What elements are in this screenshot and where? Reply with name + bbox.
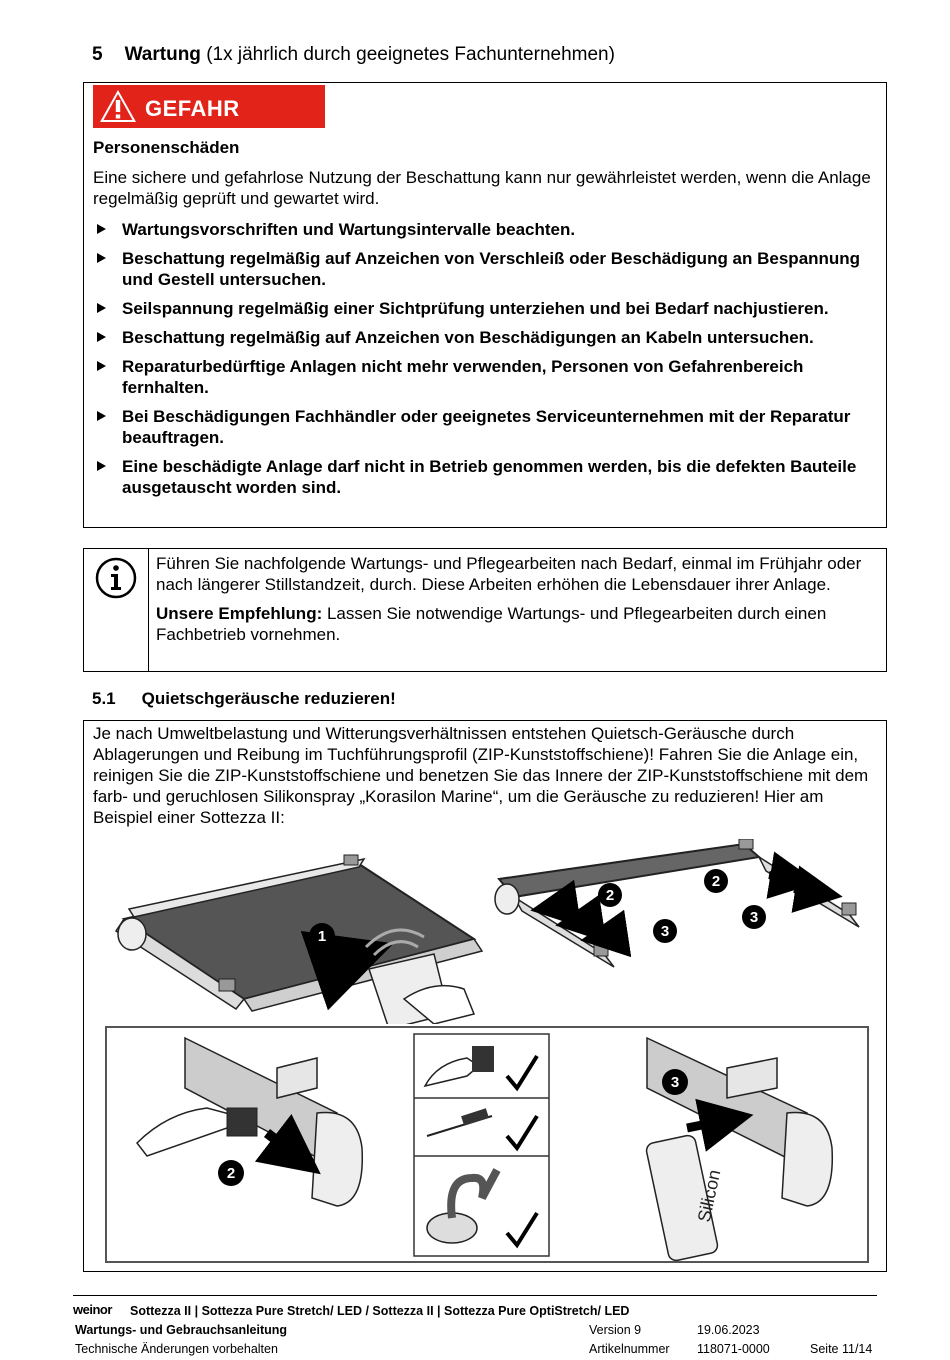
step-number-label: 2 (711, 873, 721, 890)
list-item: Beschattung regelmäßig auf Anzeichen von Beschädigungen an Kabeln untersuchen. (93, 327, 878, 348)
danger-list (93, 219, 878, 506)
tools-grid-drawing (414, 1034, 549, 1256)
danger-label (93, 85, 325, 128)
section-number: 5 (92, 44, 103, 65)
step-number-label: 3 (660, 923, 670, 940)
step-number-label: 2 (605, 887, 615, 904)
section-heading (92, 44, 615, 66)
danger-box (83, 82, 887, 528)
bullet-arrow-icon (97, 303, 106, 313)
list-item: Reparaturbedürftige Anlagen nicht mehr verwenden, Personen von Gefahrenbereich fernhalten. (93, 356, 878, 398)
list-item: Seilspannung regelmäßig einer Sichtprüfung unterziehen und bei Bedarf nachjustieren. (93, 298, 878, 319)
subsection-heading (92, 689, 396, 709)
bullet-arrow-icon (97, 332, 106, 342)
info-text: Führen Sie nachfolgende Wartungs- und Pflegearbeiten nach Bedarf, einmal im Frühjahr oder nach längerer Stillstandzeit, durch. Diese Arbeiten erhöhen die Lebensdauer ihrer Anlage. (156, 554, 862, 594)
info-icon (94, 556, 138, 600)
info-divider (148, 549, 149, 671)
footer-logo: weinor (73, 1302, 112, 1317)
danger-intro: Eine sichere und gefahrlose Nutzung der Beschattung kann nur gewährleistet werden, wenn die Anlage regelmäßig geprüft und gewartet wird. (93, 168, 871, 208)
subsection-title: Quietschgeräusche reduzieren! (141, 689, 396, 708)
list-item: Bei Beschädigungen Fachhändler oder geeignetes Serviceunternehmen mit der Reparatur beauftragen. (93, 406, 878, 448)
footer-article-number: 118071-0000 (697, 1342, 770, 1356)
footer-products: Sottezza II | Sottezza Pure Stretch/ LED / Sottezza II | Sottezza Pure OptiStretch/ LED (130, 1304, 630, 1318)
footer-page: Seite 11/14 (810, 1342, 873, 1356)
awning-extended-drawing (116, 855, 482, 1024)
section-title: Wartung (124, 44, 201, 65)
footer-disclaimer: Technische Änderungen vorbehalten (75, 1342, 278, 1356)
bullet-arrow-icon (97, 411, 106, 421)
bullet-arrow-icon (97, 361, 106, 371)
info-box (83, 548, 887, 672)
danger-label-text: GEFAHR (145, 96, 240, 121)
footer-rule (73, 1295, 877, 1296)
silicon-spray-drawing (645, 1038, 832, 1261)
footer-doc-title: Wartungs- und Gebrauchsanleitung (75, 1323, 288, 1337)
section-subtitle: (1x jährlich durch geeignetes Fachunternehmen) (200, 44, 615, 65)
detail-panel (105, 1026, 869, 1263)
info-text-block (156, 553, 881, 653)
info-recommendation: Unsere Empfehlung: Lassen Sie notwendige Wartungs- und Pflegearbeiten durch einen Fachbetrieb vornehmen. (156, 604, 827, 644)
footer-article-label: Artikelnummer (589, 1342, 670, 1356)
list-item: Eine beschädigte Anlage darf nicht in Betrieb genommen werden, bis die defekten Bauteile ausgetauscht worden sind. (93, 456, 878, 498)
awning-illustration-top (104, 839, 884, 1024)
footer-version: Version 9 (589, 1323, 642, 1337)
footer-date: 19.06.2023 (697, 1323, 760, 1337)
bullet-arrow-icon (97, 224, 106, 234)
subsection-number: 5.1 (92, 689, 116, 708)
list-item: Wartungsvorschriften und Wartungsintervalle beachten. (93, 219, 878, 240)
bullet-arrow-icon (97, 253, 106, 263)
instruction-text: Je nach Umweltbelastung und Witterungsverhältnissen entstehen Quietsch-Geräusche durch Ablagerungen und Reibung im Tuchführungsprofil (ZIP-Kunststoffschiene)! Fahren Sie die Anlage ein, reinigen Sie die ZIP-Kunststoffschiene und benetzen Sie das Innere der ZIP-Kunststoffschiene mit dem farb- und geruchlosen Silikonspray „Korasilon Marine“, um die Geräusche zu reduzieren! Hier am Beispiel einer Sottezza II: (93, 724, 869, 827)
step-number-label: 1 (317, 928, 327, 945)
list-item: Beschattung regelmäßig auf Anzeichen von Verschleiß oder Beschädigung an Bespannung und Gestell untersuchen. (93, 248, 878, 290)
awning-retracted-drawing (495, 839, 859, 967)
spray-label: Silicon (693, 1167, 725, 1224)
bullet-arrow-icon (97, 461, 106, 471)
step-number-label: 2 (226, 1165, 236, 1182)
detail-drawings (107, 1028, 867, 1261)
warning-icon (99, 88, 137, 124)
brush-cleaning-drawing (137, 1038, 362, 1206)
instruction-box (83, 720, 887, 1272)
danger-title: Personenschäden (93, 138, 240, 157)
step-number-label: 3 (749, 909, 759, 926)
step-number-label: 3 (670, 1074, 680, 1091)
